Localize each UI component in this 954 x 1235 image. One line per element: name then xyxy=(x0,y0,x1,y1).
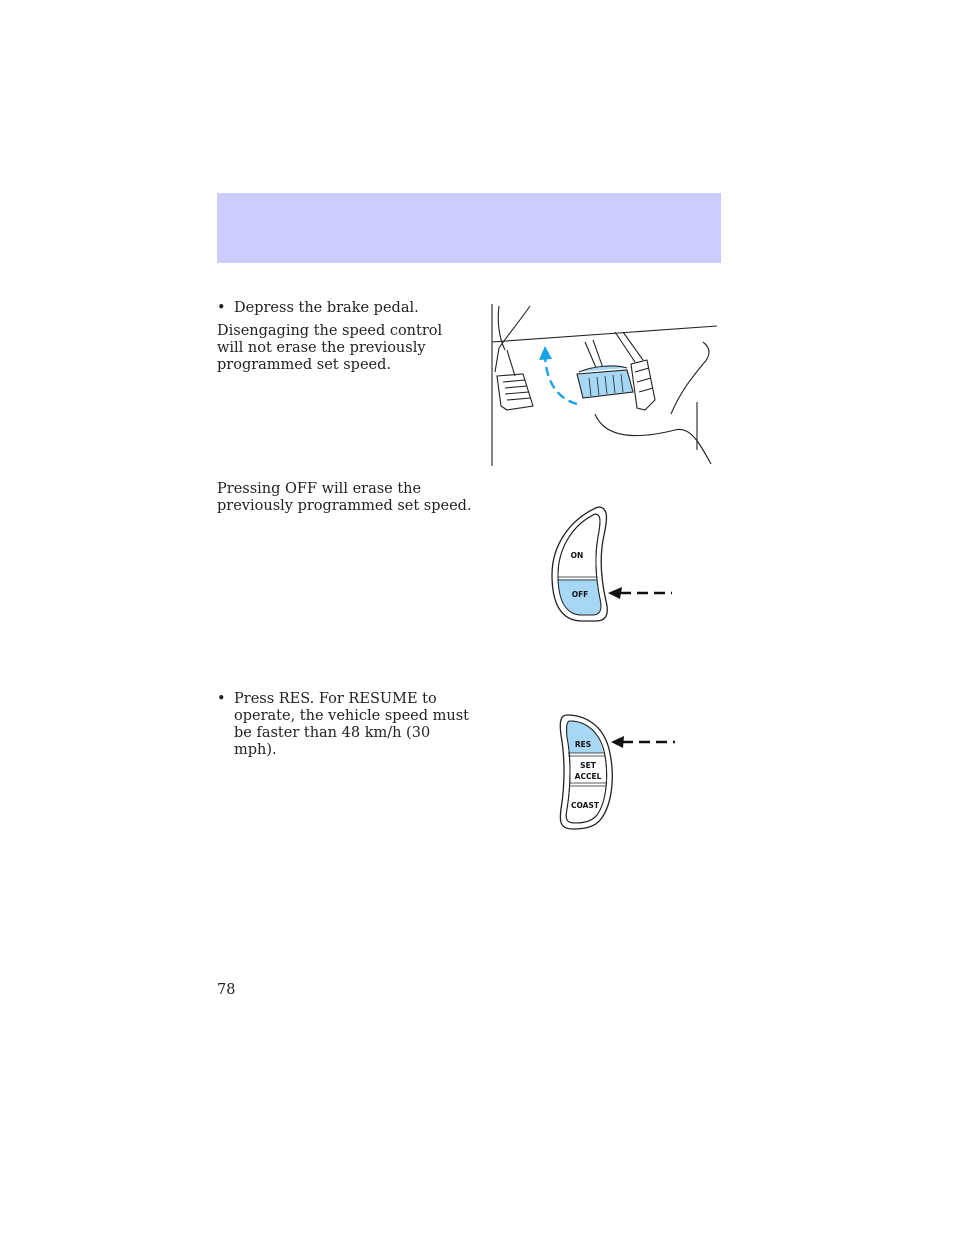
bullet-dot: • xyxy=(217,691,226,707)
on-button-label: ON xyxy=(570,551,584,560)
bullet-text: Press RES. For RESUME to operate, the vehicle speed must be faster than 48 km/h (30 mph). xyxy=(234,691,469,758)
page-number: 78 xyxy=(217,982,236,998)
bullet-dot: • xyxy=(217,300,226,316)
accel-button-label: ACCEL xyxy=(574,772,602,781)
bullet-text: Depress the brake pedal. xyxy=(234,300,419,316)
disengage-paragraph: Disengaging the speed control will not erase the previously programmed set speed. xyxy=(217,323,443,373)
res-set-coast-switch-illustration xyxy=(557,713,687,831)
off-paragraph: Pressing OFF will erase the previously programmed set speed. xyxy=(217,481,472,514)
bullet-press-res xyxy=(217,691,477,759)
set-button-label: SET xyxy=(580,761,596,770)
off-button-label: OFF xyxy=(571,590,589,599)
brake-pedal-illustration xyxy=(485,302,721,468)
on-off-switch-illustration xyxy=(548,505,688,625)
coast-button-label: COAST xyxy=(570,801,600,810)
section-header-band xyxy=(217,193,721,263)
bullet-depress-brake xyxy=(217,300,467,317)
res-button-label: RES xyxy=(574,740,592,749)
